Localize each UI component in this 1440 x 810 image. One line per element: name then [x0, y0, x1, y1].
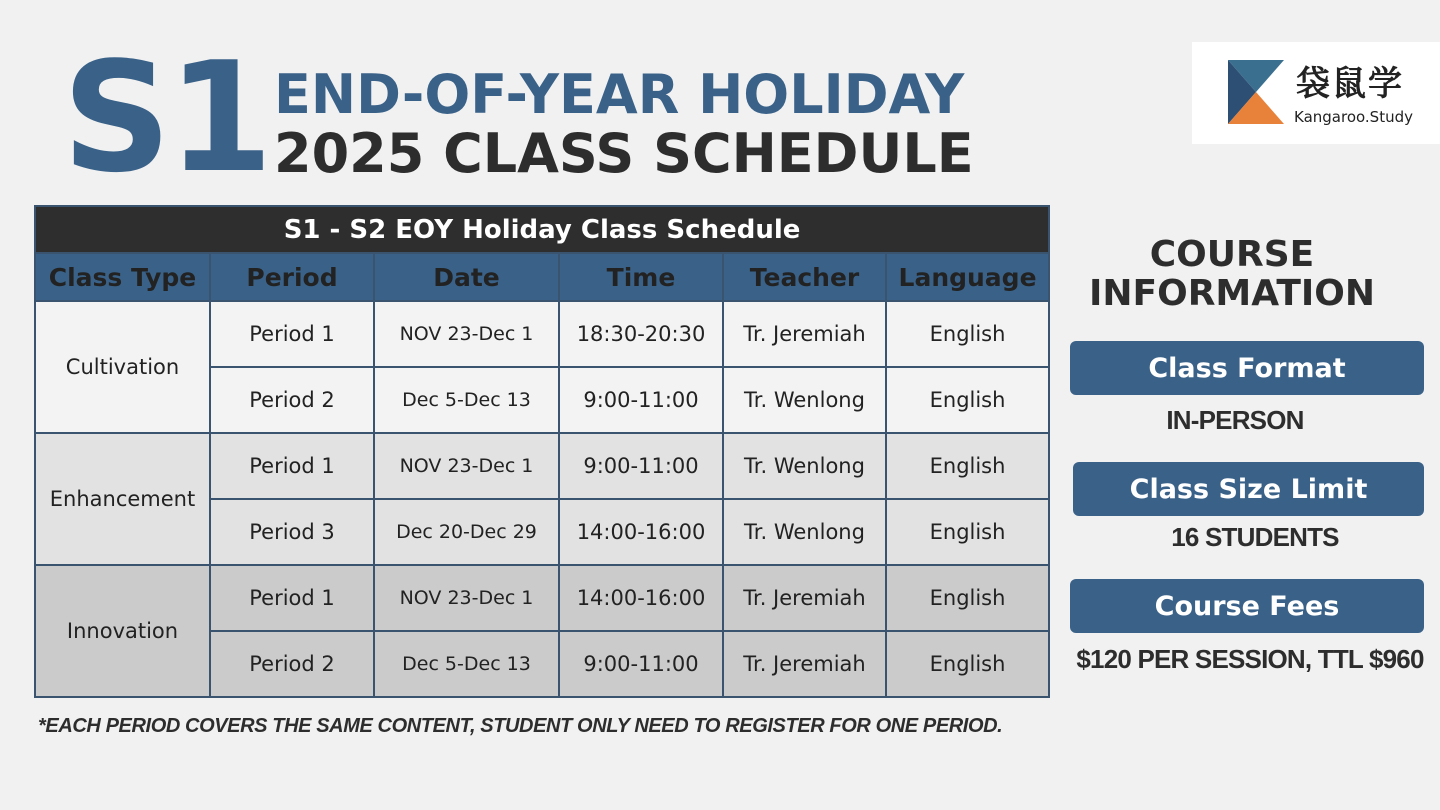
column-header-period: Period	[210, 253, 374, 301]
time-cell: 9:00-11:00	[559, 367, 723, 433]
language-cell: English	[886, 499, 1049, 565]
class-type-cell: Enhancement	[35, 433, 210, 565]
grade-label: S1	[62, 29, 270, 206]
course-info-title-line-2: INFORMATION	[1088, 272, 1375, 314]
logo-mark-icon	[1228, 60, 1284, 124]
schedule-table	[34, 205, 1050, 698]
logo-chinese-name: 袋鼠学	[1296, 64, 1404, 104]
kangaroo-study-logo	[1192, 42, 1440, 144]
date-cell: NOV 23-Dec 1	[374, 301, 559, 367]
language-cell: English	[886, 301, 1049, 367]
table-row	[35, 433, 1049, 499]
course-info-title	[1070, 236, 1394, 314]
column-header-class-type: Class Type	[35, 253, 210, 301]
language-cell: English	[886, 367, 1049, 433]
time-cell: 14:00-16:00	[559, 499, 723, 565]
column-header-time: Time	[559, 253, 723, 301]
period-cell: Period 1	[210, 301, 374, 367]
schedule-caption: S1 - S2 EOY Holiday Class Schedule	[35, 206, 1049, 253]
course-fees-label: Course Fees	[1070, 579, 1424, 633]
course-info-title-line-1: COURSE	[1149, 234, 1315, 275]
period-cell: Period 3	[210, 499, 374, 565]
language-cell: English	[886, 631, 1049, 697]
column-header-date: Date	[374, 253, 559, 301]
period-cell: Period 1	[210, 433, 374, 499]
column-header-language: Language	[886, 253, 1049, 301]
period-cell: Period 2	[210, 631, 374, 697]
date-cell: NOV 23-Dec 1	[374, 565, 559, 631]
class-format-label: Class Format	[1070, 341, 1424, 395]
time-cell: 14:00-16:00	[559, 565, 723, 631]
time-cell: 9:00-11:00	[559, 433, 723, 499]
period-cell: Period 1	[210, 565, 374, 631]
class-size-limit-value: 16 STUDENTS	[1171, 522, 1339, 552]
period-cell: Period 2	[210, 367, 374, 433]
language-cell: English	[886, 433, 1049, 499]
class-format-value: IN-PERSON	[1166, 405, 1304, 435]
class-type-cell: Innovation	[35, 565, 210, 697]
table-row	[35, 301, 1049, 367]
table-header-row	[35, 253, 1049, 301]
title-line-2: 2025 CLASS SCHEDULE	[274, 122, 974, 185]
course-fees-value: $120 PER SESSION, TTL $960	[1076, 644, 1424, 674]
date-cell: Dec 5-Dec 13	[374, 631, 559, 697]
teacher-cell: Tr. Wenlong	[723, 499, 886, 565]
class-size-limit-label: Class Size Limit	[1073, 462, 1424, 516]
date-cell: Dec 20-Dec 29	[374, 499, 559, 565]
language-cell: English	[886, 565, 1049, 631]
teacher-cell: Tr. Jeremiah	[723, 565, 886, 631]
table-row	[35, 565, 1049, 631]
class-type-cell: Cultivation	[35, 301, 210, 433]
time-cell: 18:30-20:30	[559, 301, 723, 367]
teacher-cell: Tr. Jeremiah	[723, 631, 886, 697]
teacher-cell: Tr. Wenlong	[723, 367, 886, 433]
logo-english-name: Kangaroo.Study	[1294, 108, 1413, 126]
date-cell: NOV 23-Dec 1	[374, 433, 559, 499]
teacher-cell: Tr. Wenlong	[723, 433, 886, 499]
date-cell: Dec 5-Dec 13	[374, 367, 559, 433]
teacher-cell: Tr. Jeremiah	[723, 301, 886, 367]
schedule-footnote: *EACH PERIOD COVERS THE SAME CONTENT, STUDENT ONLY NEED TO REGISTER FOR ONE PERIOD.	[38, 715, 1003, 737]
time-cell: 9:00-11:00	[559, 631, 723, 697]
column-header-teacher: Teacher	[723, 253, 886, 301]
title-line-1: END-OF-YEAR HOLIDAY	[274, 63, 965, 126]
